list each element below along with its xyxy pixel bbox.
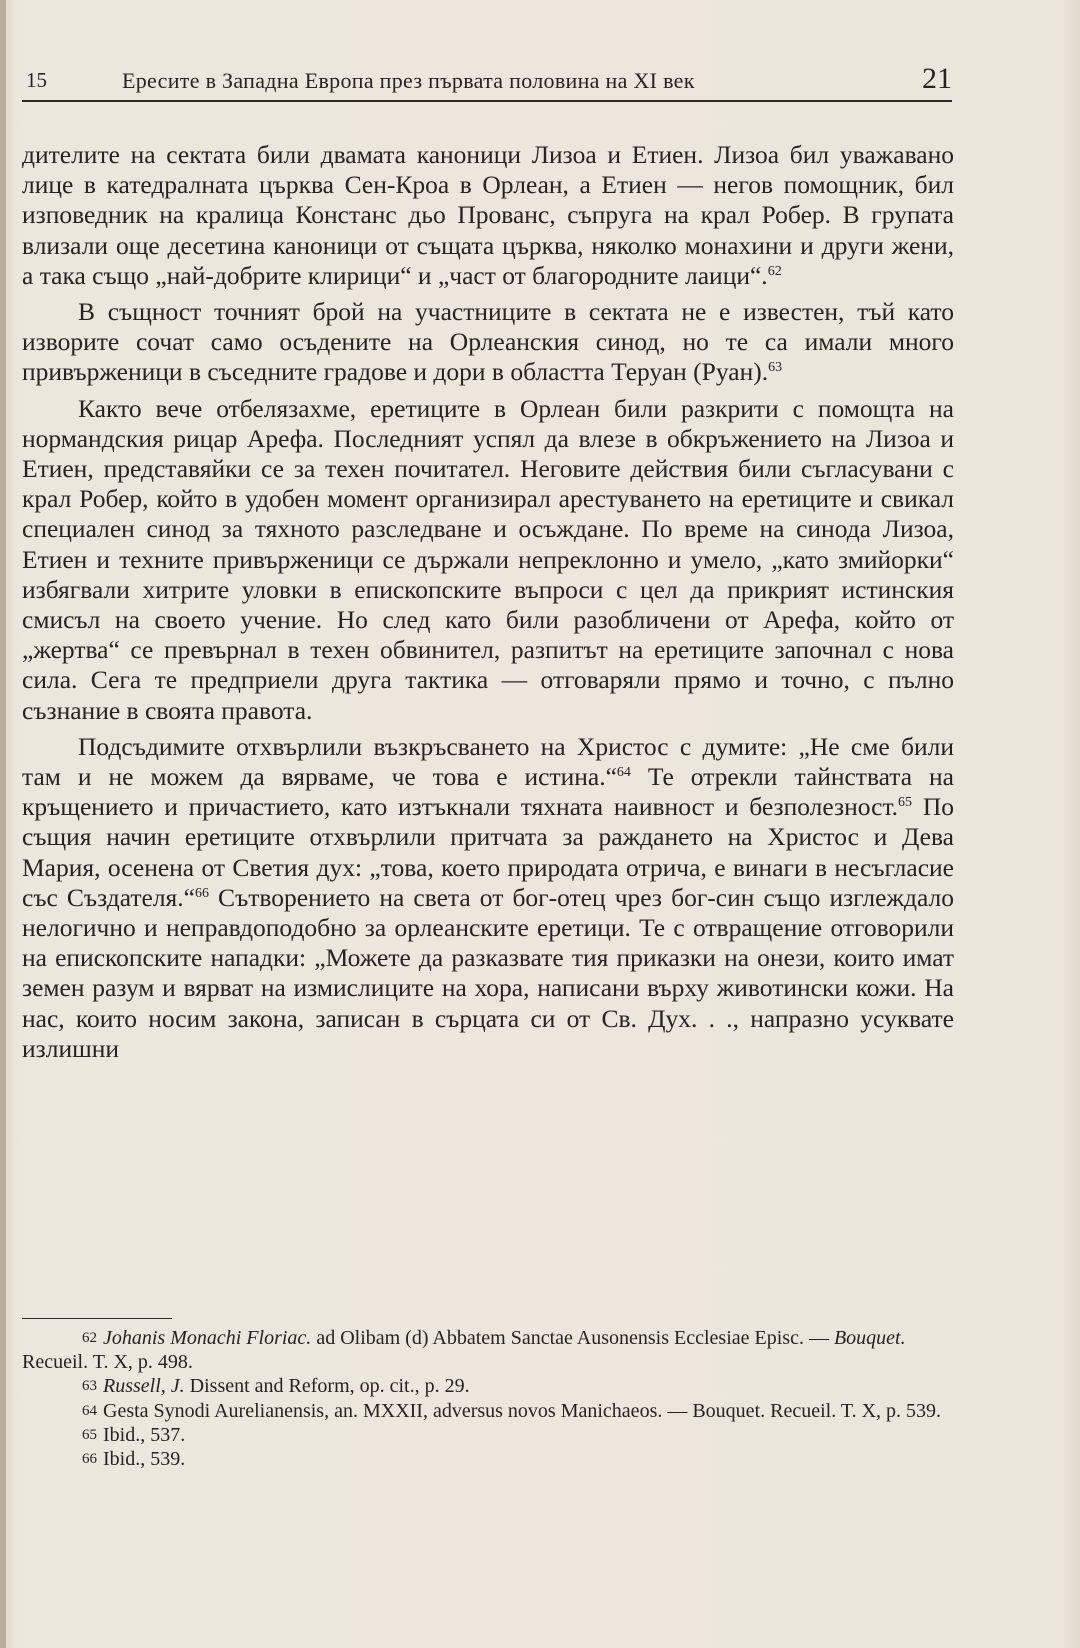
footnote-author: Johanis Monachi Floriac. — [103, 1327, 312, 1349]
footnote-reference: 64 — [616, 765, 631, 781]
page-header — [22, 62, 952, 102]
paragraph-text: Подсъдимите отхвърлили възкръсването на Христос с думите: „Не сме били там и не можем да вярваме, че това е истина.“ — [22, 731, 954, 792]
page-number: 21 — [922, 62, 952, 95]
footnote-number: 65 — [82, 1426, 97, 1443]
footnote-number: 62 — [82, 1330, 97, 1346]
footnote-author: Bouquet. — [833, 1327, 906, 1349]
paragraph-text: По същия начин еретиците отхвърлили притчата за раждането на Христос и Дева Мария, осенена от Светия дух: „това, което природата отрича, е винаги в несъгласие със Създателя.“ — [22, 792, 954, 912]
footnote-rule — [22, 1318, 172, 1319]
footnote-text: Recueil. T. X, p. 498. — [22, 1351, 193, 1374]
paragraph-text: дителите на сектата били двамата каноници Лизоа и Етиен. Лизоа бил уважавано лице в катедралната църква Сен-Кроа в Орлеан, а Етиен — негов помощник, бил изповедник на кралица Констанс дьо Прованс, съпруга на крал Робер. В групата влизали още десетина каноници от същата църква, няколко монахини и други жени, а така също „най-добрите клирици“ и „част от благородните лаици“. — [22, 140, 954, 290]
footnote-text: Ibid., 539. — [103, 1448, 186, 1471]
footnote — [22, 1423, 962, 1447]
footnote-text: Gesta Synodi Aurelianensis, an. MXXII, adversus novos Manichaeos. — Bouquet. Recueil. T. X, p. 539. — [103, 1399, 942, 1422]
footnote-number: 66 — [82, 1451, 97, 1468]
footnote-reference: 63 — [768, 360, 783, 376]
signature-mark: 15 — [26, 68, 47, 92]
footnote-text: Ibid., 537. — [103, 1423, 186, 1446]
body-paragraph — [22, 140, 954, 291]
paragraph-text: В същност точният брой на участниците в сектата не е известен, тъй като изворите сочат само осъдените на Орлеанския синод, но те са имали много привърженици в съседните градове и дори в областта Теруан (Руан). — [22, 297, 954, 387]
footnote-author: Russell, J. — [103, 1375, 185, 1398]
footnote-number: 63 — [82, 1378, 97, 1395]
paragraph-text: Сътворението на света от бог-отец чрез бог-син също изглеждало нелогично и неправдоподобно за орлеанските еретици. Те с отвращение отговорили на епископските нападки: „Можете да разказвате тия приказки на онези, които имат земен разум и вярват на измислиците на хора, написани върху животински кожи. На нас, които носим закона, записан в сърцата си от Св. Дух. . ., напразно усуквате излишни — [22, 882, 954, 1063]
body-paragraph — [22, 394, 954, 726]
body-paragraph — [22, 297, 954, 388]
footnote-reference: 65 — [898, 795, 913, 811]
footnote — [22, 1326, 962, 1374]
paragraph-text: Те отрекли тайнствата на кръщението и причастието, като изтъкнали тяхната наивност и безполезност. — [22, 762, 955, 822]
footnote-text: Dissent and Reform, op. cit., p. 29. — [184, 1375, 470, 1398]
footnote-text: ad Olibam (d) Abbatem Sanctae Ausonensis Ecclesiae Episc. — — [311, 1327, 834, 1349]
running-title: Ересите в Западна Европа през първата половина на XI век — [122, 68, 695, 93]
footnote — [22, 1399, 962, 1423]
paragraph-text: Както вече отбелязахме, еретиците в Орлеан били разкрити с помощта на нормандския рицар Арефа. Последният успял да влезе в обкръжението на Лизоа и Етиен, представяйки се за техен почитател. Неговите действия били съгласувани с крал Робер, който в удобен момент организирал арестуването на еретиците и свикал специален синод за тяхното разследване и осъждане. По време на синода Лизоа, Етиен и техните привърженици се държали непреклонно и умело, „като змийорки“ избягвали хитрите уловки в епископските въпроси с цел да прикрият истинския смисъл на своето учение. Но след като били разобличени от Арефа, който от „жертва“ се превърнал в техен обвинител, разпитът на еретиците започнал с нова сила. Сега те предприели друга тактика — отговаряли прямо и точно, с пълно съзнание в своята правота. — [22, 393, 954, 725]
footnote — [22, 1374, 962, 1398]
page-spine-edge — [0, 0, 6, 1648]
body-paragraph — [22, 732, 954, 1064]
footnote-reference: 62 — [767, 263, 782, 279]
header-rule — [22, 100, 952, 102]
footnotes — [22, 1326, 962, 1471]
footnote-reference: 66 — [194, 885, 209, 901]
main-text — [22, 140, 954, 1070]
footnote-number: 64 — [82, 1402, 97, 1419]
footnote — [22, 1447, 962, 1471]
